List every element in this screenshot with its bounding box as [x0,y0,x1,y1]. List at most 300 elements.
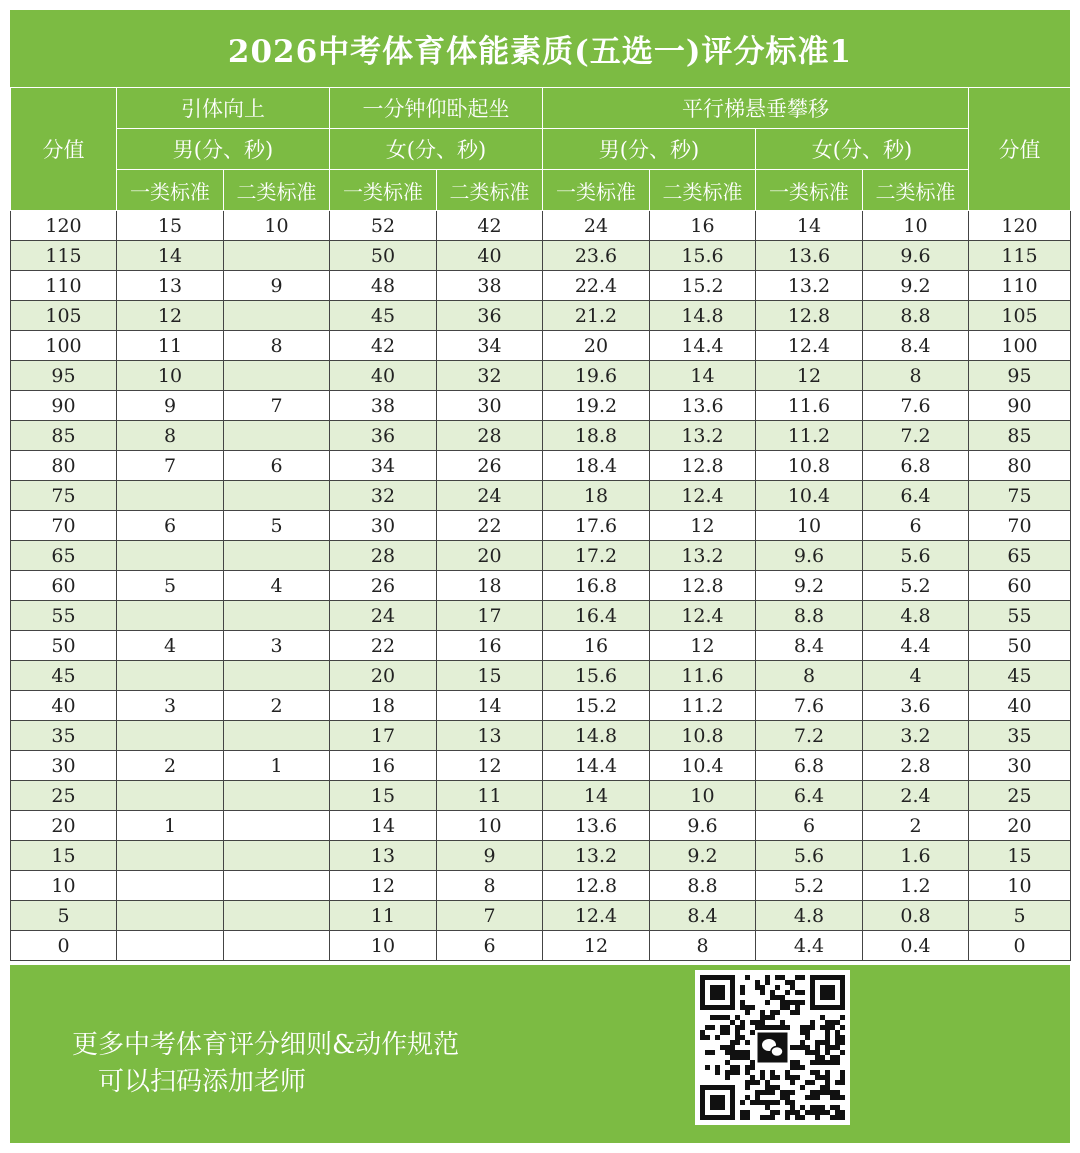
cell-parallel-female-std1: 8.4 [756,631,863,661]
table-row [11,781,1071,811]
table-row [11,721,1071,751]
cell-score-right: 5 [969,901,1071,931]
table-row [11,271,1071,301]
cell-situp-std2: 10 [437,811,543,841]
cell-parallel-female-std2: 8.8 [863,301,969,331]
cell-situp-std1: 36 [330,421,437,451]
cell-parallel-female-std2: 7.2 [863,421,969,451]
cell-score-right: 105 [969,301,1071,331]
cell-score-right: 20 [969,811,1071,841]
cell-score-right: 80 [969,451,1071,481]
cell-situp-std2: 15 [437,661,543,691]
cell-situp-std1: 32 [330,481,437,511]
cell-score: 110 [11,271,117,301]
cell-parallel-female-std2: 10 [863,211,969,241]
cell-parallel-male-std2: 11.6 [650,661,756,691]
cell-parallel-female-std2: 4.4 [863,631,969,661]
cell-situp-std2: 16 [437,631,543,661]
cell-pullup-std2 [224,661,330,691]
table-row [11,901,1071,931]
table-row [11,331,1071,361]
table-row [11,571,1071,601]
cell-parallel-female-std2: 0.4 [863,931,969,961]
cell-situp-std1: 52 [330,211,437,241]
cell-score: 95 [11,361,117,391]
table-row [11,541,1071,571]
cell-score-right: 95 [969,361,1071,391]
header-parallel-male: 男(分、秒) [543,129,756,170]
cell-situp-std1: 17 [330,721,437,751]
cell-situp-std1: 45 [330,301,437,331]
cell-score: 80 [11,451,117,481]
cell-pullup-std1: 5 [117,571,224,601]
cell-parallel-male-std1: 14.4 [543,751,650,781]
cell-situp-std2: 24 [437,481,543,511]
cell-situp-std1: 18 [330,691,437,721]
cell-parallel-male-std2: 12 [650,511,756,541]
footer-text [72,1027,459,1101]
cell-situp-std1: 14 [330,811,437,841]
cell-pullup-std2: 2 [224,691,330,721]
header-standard-2: 二类标准 [224,170,330,211]
table-row [11,421,1071,451]
cell-parallel-male-std2: 12 [650,631,756,661]
cell-parallel-male-std2: 13.2 [650,541,756,571]
header-standard-2: 二类标准 [437,170,543,211]
cell-score: 115 [11,241,117,271]
cell-parallel-female-std1: 10.4 [756,481,863,511]
score-table [10,87,1071,961]
cell-situp-std2: 36 [437,301,543,331]
table-row [11,811,1071,841]
cell-parallel-male-std1: 15.2 [543,691,650,721]
cell-parallel-female-std1: 8 [756,661,863,691]
header-score-right: 分值 [969,88,1071,211]
cell-parallel-male-std1: 18.4 [543,451,650,481]
cell-situp-std1: 34 [330,451,437,481]
cell-situp-std2: 20 [437,541,543,571]
cell-parallel-male-std2: 15.6 [650,241,756,271]
cell-pullup-std1 [117,931,224,961]
cell-parallel-female-std2: 4 [863,661,969,691]
cell-score: 30 [11,751,117,781]
cell-pullup-std1: 11 [117,331,224,361]
cell-pullup-std2 [224,811,330,841]
cell-parallel-male-std2: 9.6 [650,811,756,841]
cell-score: 50 [11,631,117,661]
cell-parallel-male-std2: 8 [650,931,756,961]
cell-score: 100 [11,331,117,361]
table-row [11,451,1071,481]
cell-parallel-female-std1: 14 [756,211,863,241]
cell-situp-std1: 11 [330,901,437,931]
wechat-qr-code-icon[interactable] [695,970,850,1125]
cell-situp-std2: 9 [437,841,543,871]
cell-pullup-std2 [224,421,330,451]
cell-pullup-std2 [224,481,330,511]
cell-pullup-std1: 12 [117,301,224,331]
cell-parallel-male-std1: 12.8 [543,871,650,901]
cell-score: 120 [11,211,117,241]
cell-parallel-male-std2: 13.2 [650,421,756,451]
cell-pullup-std1 [117,781,224,811]
cell-score-right: 115 [969,241,1071,271]
cell-situp-std2: 34 [437,331,543,361]
cell-parallel-male-std2: 10 [650,781,756,811]
cell-pullup-std2 [224,931,330,961]
cell-pullup-std2: 8 [224,331,330,361]
cell-parallel-male-std1: 14.8 [543,721,650,751]
cell-situp-std2: 26 [437,451,543,481]
cell-parallel-male-std1: 17.2 [543,541,650,571]
cell-situp-std2: 28 [437,421,543,451]
cell-parallel-male-std2: 13.6 [650,391,756,421]
cell-pullup-std1: 15 [117,211,224,241]
cell-pullup-std2 [224,301,330,331]
cell-score: 40 [11,691,117,721]
cell-parallel-male-std1: 13.2 [543,841,650,871]
cell-parallel-female-std1: 5.2 [756,871,863,901]
cell-situp-std2: 14 [437,691,543,721]
cell-pullup-std1 [117,721,224,751]
cell-parallel-female-std1: 6 [756,811,863,841]
cell-score: 65 [11,541,117,571]
cell-parallel-female-std2: 9.2 [863,271,969,301]
cell-score-right: 50 [969,631,1071,661]
footer-line-2: 可以扫码添加老师 [98,1067,307,1097]
cell-parallel-male-std1: 24 [543,211,650,241]
cell-situp-std1: 13 [330,841,437,871]
cell-score: 85 [11,421,117,451]
cell-situp-std1: 22 [330,631,437,661]
cell-parallel-male-std1: 18 [543,481,650,511]
cell-pullup-std1: 6 [117,511,224,541]
cell-parallel-female-std2: 2.4 [863,781,969,811]
table-row [11,301,1071,331]
cell-parallel-female-std2: 1.2 [863,871,969,901]
cell-parallel-male-std2: 14 [650,361,756,391]
cell-score-right: 30 [969,751,1071,781]
cell-parallel-female-std2: 9.6 [863,241,969,271]
cell-situp-std1: 15 [330,781,437,811]
cell-parallel-female-std1: 6.8 [756,751,863,781]
footer-banner [10,965,1070,1143]
cell-situp-std1: 24 [330,601,437,631]
cell-pullup-std1 [117,661,224,691]
cell-parallel-female-std2: 7.6 [863,391,969,421]
header-parallel-female: 女(分、秒) [756,129,969,170]
cell-parallel-male-std2: 10.4 [650,751,756,781]
header-standard-2: 二类标准 [863,170,969,211]
cell-parallel-female-std2: 1.6 [863,841,969,871]
cell-situp-std1: 10 [330,931,437,961]
cell-score: 70 [11,511,117,541]
cell-parallel-female-std1: 13.6 [756,241,863,271]
cell-parallel-female-std2: 6 [863,511,969,541]
header-pullup: 引体向上 [117,88,330,129]
footer-line-1: 更多中考体育评分细则&动作规范 [72,1030,460,1060]
table-row [11,871,1071,901]
page-title: 2026中考体育体能素质(五选一)评分标准1 [10,10,1070,87]
cell-situp-std2: 18 [437,571,543,601]
cell-situp-std2: 12 [437,751,543,781]
cell-pullup-std2 [224,901,330,931]
cell-situp-std2: 40 [437,241,543,271]
cell-parallel-male-std1: 21.2 [543,301,650,331]
cell-parallel-male-std1: 16.8 [543,571,650,601]
cell-pullup-std1 [117,901,224,931]
cell-pullup-std2: 1 [224,751,330,781]
cell-parallel-female-std1: 11.2 [756,421,863,451]
cell-parallel-male-std1: 23.6 [543,241,650,271]
cell-parallel-male-std2: 15.2 [650,271,756,301]
cell-parallel-female-std2: 2 [863,811,969,841]
cell-score: 60 [11,571,117,601]
cell-pullup-std2 [224,241,330,271]
cell-situp-std1: 50 [330,241,437,271]
cell-parallel-female-std1: 7.2 [756,721,863,751]
cell-parallel-female-std1: 9.2 [756,571,863,601]
cell-situp-std2: 6 [437,931,543,961]
table-row [11,601,1071,631]
cell-situp-std2: 38 [437,271,543,301]
cell-parallel-female-std2: 6.4 [863,481,969,511]
cell-score-right: 45 [969,661,1071,691]
cell-parallel-male-std2: 16 [650,211,756,241]
cell-score-right: 25 [969,781,1071,811]
cell-situp-std1: 30 [330,511,437,541]
cell-score-right: 100 [969,331,1071,361]
cell-score-right: 120 [969,211,1071,241]
cell-parallel-female-std1: 12.4 [756,331,863,361]
header-standard-1: 一类标准 [756,170,863,211]
header-score-left: 分值 [11,88,117,211]
cell-pullup-std1 [117,481,224,511]
cell-pullup-std1: 4 [117,631,224,661]
cell-parallel-female-std2: 0.8 [863,901,969,931]
cell-parallel-female-std1: 8.8 [756,601,863,631]
table-row [11,481,1071,511]
cell-score-right: 85 [969,421,1071,451]
cell-situp-std1: 20 [330,661,437,691]
cell-score: 35 [11,721,117,751]
cell-score: 20 [11,811,117,841]
table-row [11,361,1071,391]
header-standard-1: 一类标准 [117,170,224,211]
cell-pullup-std2 [224,871,330,901]
header-standard-1: 一类标准 [543,170,650,211]
cell-pullup-std1: 8 [117,421,224,451]
cell-pullup-std1: 1 [117,811,224,841]
cell-parallel-female-std1: 6.4 [756,781,863,811]
cell-pullup-std1: 2 [117,751,224,781]
header-situp: 一分钟仰卧起坐 [330,88,543,129]
cell-pullup-std2: 5 [224,511,330,541]
cell-situp-std1: 12 [330,871,437,901]
cell-pullup-std2: 10 [224,211,330,241]
cell-situp-std2: 32 [437,361,543,391]
score-sheet [10,10,1070,1143]
cell-situp-std1: 26 [330,571,437,601]
cell-pullup-std2: 3 [224,631,330,661]
cell-situp-std1: 16 [330,751,437,781]
cell-parallel-female-std2: 8 [863,361,969,391]
cell-parallel-female-std1: 12.8 [756,301,863,331]
table-body [11,211,1071,961]
cell-score-right: 10 [969,871,1071,901]
header-pullup-sub: 男(分、秒) [117,129,330,170]
cell-score: 90 [11,391,117,421]
cell-parallel-male-std1: 19.6 [543,361,650,391]
cell-pullup-std1: 3 [117,691,224,721]
cell-situp-std2: 8 [437,871,543,901]
cell-parallel-female-std1: 12 [756,361,863,391]
cell-parallel-female-std2: 8.4 [863,331,969,361]
cell-parallel-male-std1: 12.4 [543,901,650,931]
cell-parallel-male-std1: 18.8 [543,421,650,451]
cell-parallel-male-std2: 14.8 [650,301,756,331]
cell-pullup-std1 [117,541,224,571]
cell-score-right: 40 [969,691,1071,721]
cell-score-right: 35 [969,721,1071,751]
cell-situp-std1: 48 [330,271,437,301]
cell-situp-std1: 40 [330,361,437,391]
cell-pullup-std2: 6 [224,451,330,481]
cell-parallel-male-std1: 13.6 [543,811,650,841]
cell-score: 45 [11,661,117,691]
table-row [11,511,1071,541]
cell-parallel-female-std1: 4.8 [756,901,863,931]
cell-pullup-std2 [224,841,330,871]
cell-pullup-std2: 7 [224,391,330,421]
cell-parallel-male-std2: 9.2 [650,841,756,871]
cell-parallel-male-std1: 15.6 [543,661,650,691]
table-header [11,88,1071,211]
cell-score-right: 90 [969,391,1071,421]
cell-parallel-female-std1: 4.4 [756,931,863,961]
cell-parallel-female-std1: 7.6 [756,691,863,721]
cell-pullup-std2: 4 [224,571,330,601]
cell-pullup-std1 [117,601,224,631]
cell-parallel-male-std1: 17.6 [543,511,650,541]
cell-parallel-male-std1: 12 [543,931,650,961]
cell-parallel-male-std1: 14 [543,781,650,811]
cell-parallel-male-std2: 10.8 [650,721,756,751]
cell-parallel-female-std1: 10 [756,511,863,541]
cell-score-right: 75 [969,481,1071,511]
cell-score-right: 60 [969,571,1071,601]
cell-score: 15 [11,841,117,871]
cell-parallel-male-std1: 16.4 [543,601,650,631]
table-row [11,691,1071,721]
cell-pullup-std1: 14 [117,241,224,271]
cell-parallel-female-std2: 5.2 [863,571,969,601]
cell-situp-std2: 30 [437,391,543,421]
cell-score: 10 [11,871,117,901]
cell-parallel-female-std1: 5.6 [756,841,863,871]
cell-parallel-female-std2: 5.6 [863,541,969,571]
table-row [11,211,1071,241]
cell-parallel-male-std1: 16 [543,631,650,661]
header-standard-1: 一类标准 [330,170,437,211]
cell-parallel-female-std2: 3.2 [863,721,969,751]
cell-pullup-std2 [224,601,330,631]
cell-parallel-female-std2: 2.8 [863,751,969,781]
cell-pullup-std1: 10 [117,361,224,391]
cell-parallel-male-std2: 14.4 [650,331,756,361]
cell-situp-std2: 17 [437,601,543,631]
cell-score-right: 110 [969,271,1071,301]
cell-score: 25 [11,781,117,811]
cell-parallel-female-std2: 3.6 [863,691,969,721]
cell-pullup-std1: 9 [117,391,224,421]
table-row [11,751,1071,781]
cell-parallel-male-std2: 8.4 [650,901,756,931]
table-row [11,241,1071,271]
cell-score: 55 [11,601,117,631]
cell-parallel-female-std2: 4.8 [863,601,969,631]
table-row [11,391,1071,421]
cell-parallel-male-std2: 8.8 [650,871,756,901]
cell-score: 0 [11,931,117,961]
cell-parallel-male-std1: 22.4 [543,271,650,301]
cell-situp-std1: 38 [330,391,437,421]
cell-situp-std2: 22 [437,511,543,541]
cell-parallel-female-std1: 13.2 [756,271,863,301]
cell-score-right: 55 [969,601,1071,631]
cell-score-right: 65 [969,541,1071,571]
cell-pullup-std2 [224,721,330,751]
header-parallel-bars: 平行梯悬垂攀移 [543,88,969,129]
cell-parallel-male-std2: 12.4 [650,601,756,631]
table-row [11,931,1071,961]
cell-situp-std2: 13 [437,721,543,751]
cell-parallel-female-std1: 11.6 [756,391,863,421]
cell-pullup-std1: 13 [117,271,224,301]
cell-situp-std1: 28 [330,541,437,571]
cell-parallel-male-std2: 12.4 [650,481,756,511]
cell-parallel-female-std1: 9.6 [756,541,863,571]
cell-pullup-std2 [224,361,330,391]
cell-pullup-std2: 9 [224,271,330,301]
cell-parallel-male-std1: 20 [543,331,650,361]
cell-score: 5 [11,901,117,931]
cell-parallel-male-std2: 12.8 [650,571,756,601]
cell-pullup-std1 [117,871,224,901]
cell-pullup-std1 [117,841,224,871]
cell-score-right: 70 [969,511,1071,541]
table-row [11,841,1071,871]
cell-parallel-female-std1: 10.8 [756,451,863,481]
cell-parallel-male-std2: 11.2 [650,691,756,721]
cell-situp-std1: 42 [330,331,437,361]
cell-situp-std2: 7 [437,901,543,931]
header-situp-sub: 女(分、秒) [330,129,543,170]
cell-score: 75 [11,481,117,511]
cell-score-right: 15 [969,841,1071,871]
cell-situp-std2: 11 [437,781,543,811]
cell-parallel-female-std2: 6.8 [863,451,969,481]
cell-parallel-male-std2: 12.8 [650,451,756,481]
cell-score: 105 [11,301,117,331]
cell-situp-std2: 42 [437,211,543,241]
cell-pullup-std2 [224,541,330,571]
cell-score-right: 0 [969,931,1071,961]
table-row [11,661,1071,691]
header-standard-2: 二类标准 [650,170,756,211]
cell-pullup-std1: 7 [117,451,224,481]
table-row [11,631,1071,661]
